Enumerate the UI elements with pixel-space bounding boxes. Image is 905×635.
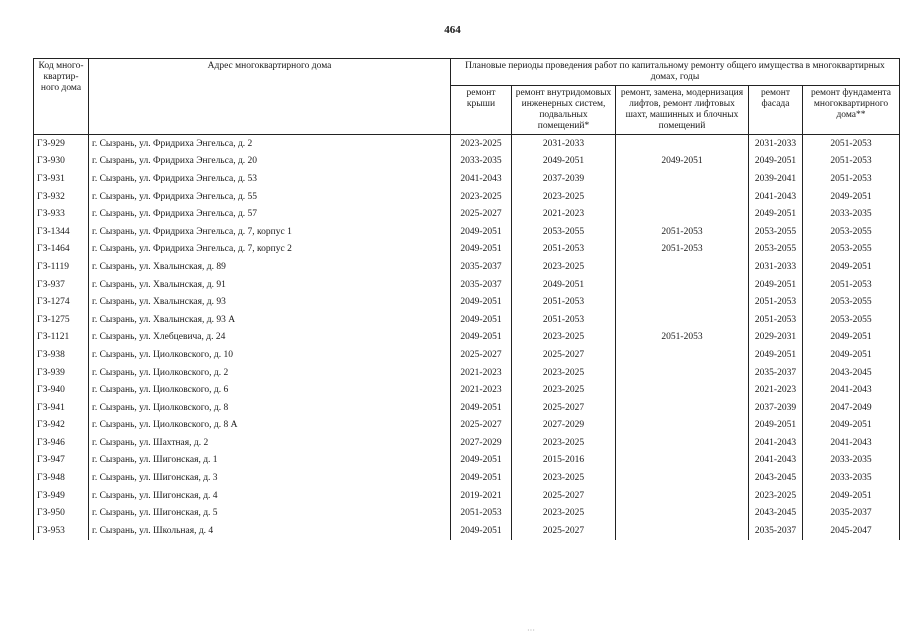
cell-foundation: 2033-2035 [803,452,900,470]
cell-engineering: 2023-2025 [512,329,616,347]
cell-roof: 2035-2037 [451,258,512,276]
cell-foundation: 2049-2051 [803,329,900,347]
cell-address: г. Сызрань, ул. Шигонская, д. 3 [89,469,451,487]
cell-address: г. Сызрань, ул. Хлебцевича, д. 24 [89,329,451,347]
cell-facade: 2053-2055 [749,223,803,241]
table-row [34,153,900,171]
cell-code: ГЗ-1464 [34,241,89,259]
cell-foundation: 2049-2051 [803,487,900,505]
cell-code: ГЗ-930 [34,153,89,171]
cell-code: ГЗ-948 [34,469,89,487]
header-facade: ремонт фасада [749,86,803,135]
cell-address: г. Сызрань, ул. Циолковского, д. 8 [89,399,451,417]
cell-engineering: 2051-2053 [512,293,616,311]
cell-address: г. Сызрань, ул. Хвалынская, д. 93 [89,293,451,311]
cell-foundation: 2043-2045 [803,364,900,382]
cell-engineering: 2027-2029 [512,417,616,435]
cell-address: г. Сызрань, ул. Хвалынская, д. 93 А [89,311,451,329]
table-row [34,188,900,206]
cell-elevators [616,487,749,505]
cell-facade: 2031-2033 [749,258,803,276]
cell-code: ГЗ-1344 [34,223,89,241]
cell-elevators [616,293,749,311]
table-row [34,381,900,399]
cell-code: ГЗ-1275 [34,311,89,329]
cell-address: г. Сызрань, ул. Фридриха Энгельса, д. 53 [89,170,451,188]
table-row [34,469,900,487]
cell-engineering: 2021-2023 [512,205,616,223]
cell-elevators: 2051-2053 [616,241,749,259]
cell-roof: 2035-2037 [451,276,512,294]
cell-facade: 2039-2041 [749,170,803,188]
table-body [34,135,900,540]
cell-address: г. Сызрань, ул. Шигонская, д. 1 [89,452,451,470]
cell-engineering: 2053-2055 [512,223,616,241]
cell-engineering: 2049-2051 [512,153,616,171]
cell-engineering: 2023-2025 [512,469,616,487]
cell-code: ГЗ-931 [34,170,89,188]
cell-code: ГЗ-941 [34,399,89,417]
cell-foundation: 2045-2047 [803,522,900,540]
cell-roof: 2051-2053 [451,504,512,522]
cell-address: г. Сызрань, ул. Фридриха Энгельса, д. 7, корпус 2 [89,241,451,259]
cell-address: г. Сызрань, ул. Шигонская, д. 5 [89,504,451,522]
cell-foundation: 2041-2043 [803,434,900,452]
cell-engineering: 2023-2025 [512,504,616,522]
cell-facade: 2037-2039 [749,399,803,417]
page-number: 464 [444,24,461,36]
cell-roof: 2023-2025 [451,188,512,206]
table-row [34,452,900,470]
cell-roof: 2025-2027 [451,205,512,223]
cell-elevators [616,434,749,452]
table-row [34,311,900,329]
cell-elevators: 2049-2051 [616,153,749,171]
cell-elevators [616,135,749,153]
cell-code: ГЗ-932 [34,188,89,206]
cell-engineering: 2015-2016 [512,452,616,470]
cell-engineering: 2025-2027 [512,346,616,364]
cell-facade: 2043-2045 [749,504,803,522]
cell-facade: 2029-2031 [749,329,803,347]
cell-code: ГЗ-942 [34,417,89,435]
cell-foundation: 2053-2055 [803,311,900,329]
cell-address: г. Сызрань, ул. Фридриха Энгельса, д. 55 [89,188,451,206]
cell-elevators [616,522,749,540]
cell-code: ГЗ-946 [34,434,89,452]
cell-foundation: 2051-2053 [803,170,900,188]
cell-elevators: 2051-2053 [616,329,749,347]
cell-address: г. Сызрань, ул. Циолковского, д. 10 [89,346,451,364]
cell-code: ГЗ-937 [34,276,89,294]
cell-address: г. Сызрань, ул. Хвалынская, д. 91 [89,276,451,294]
cell-roof: 2049-2051 [451,522,512,540]
table-row [34,504,900,522]
cell-facade: 2041-2043 [749,434,803,452]
cell-foundation: 2033-2035 [803,205,900,223]
cell-roof: 2033-2035 [451,153,512,171]
cell-elevators [616,399,749,417]
cell-facade: 2051-2053 [749,293,803,311]
cell-roof: 2021-2023 [451,364,512,382]
cell-address: г. Сызрань, ул. Фридриха Энгельса, д. 7, корпус 1 [89,223,451,241]
cell-code: ГЗ-933 [34,205,89,223]
cell-address: г. Сызрань, ул. Циолковского, д. 8 А [89,417,451,435]
cell-foundation: 2049-2051 [803,188,900,206]
cell-facade: 2049-2051 [749,276,803,294]
cell-foundation: 2049-2051 [803,417,900,435]
cell-elevators: 2051-2053 [616,223,749,241]
cell-foundation: 2051-2053 [803,276,900,294]
cell-elevators [616,364,749,382]
table-row [34,276,900,294]
cell-code: ГЗ-938 [34,346,89,364]
cell-facade: 2041-2043 [749,188,803,206]
cell-elevators [616,346,749,364]
cell-code: ГЗ-929 [34,135,89,153]
table-row [34,170,900,188]
header-periods: Плановые периоды проведения работ по капитальному ремонту общего имущества в многоквартирных домах, годы [451,59,900,86]
cell-foundation: 2053-2055 [803,293,900,311]
cell-engineering: 2031-2033 [512,135,616,153]
cell-roof: 2049-2051 [451,329,512,347]
table-row [34,434,900,452]
cell-elevators [616,205,749,223]
table-row [34,364,900,382]
cell-address: г. Сызрань, ул. Шахтная, д. 2 [89,434,451,452]
capital-repair-table [33,58,900,540]
cell-code: ГЗ-1121 [34,329,89,347]
cell-address: г. Сызрань, ул. Фридриха Энгельса, д. 20 [89,153,451,171]
cell-foundation: 2035-2037 [803,504,900,522]
cell-roof: 2019-2021 [451,487,512,505]
cell-code: ГЗ-947 [34,452,89,470]
header-code: Код много-квартир-ного дома [34,59,89,135]
table-header [34,59,900,135]
cell-code: ГЗ-1274 [34,293,89,311]
cell-roof: 2049-2051 [451,293,512,311]
cell-roof: 2049-2051 [451,399,512,417]
cell-elevators [616,381,749,399]
cell-elevators [616,469,749,487]
cell-code: ГЗ-953 [34,522,89,540]
cell-roof: 2049-2051 [451,223,512,241]
cell-engineering: 2023-2025 [512,434,616,452]
cell-facade: 2049-2051 [749,346,803,364]
cell-code: ГЗ-939 [34,364,89,382]
cell-address: г. Сызрань, ул. Фридриха Энгельса, д. 57 [89,205,451,223]
header-roof: ремонт крыши [451,86,512,135]
cell-facade: 2021-2023 [749,381,803,399]
table-row [34,487,900,505]
table-row [34,223,900,241]
cell-engineering: 2051-2053 [512,241,616,259]
cell-foundation: 2041-2043 [803,381,900,399]
cell-foundation: 2047-2049 [803,399,900,417]
cell-roof: 2049-2051 [451,469,512,487]
cell-engineering: 2049-2051 [512,276,616,294]
table-row [34,346,900,364]
table-row [34,258,900,276]
cell-foundation: 2049-2051 [803,346,900,364]
cell-elevators [616,258,749,276]
cell-code: ГЗ-1119 [34,258,89,276]
cell-foundation: 2049-2051 [803,258,900,276]
scan-speck: ··· [527,626,535,635]
header-elevators: ремонт, замена, модернизация лифтов, ремонт лифтовых шахт, машинных и блочных помещений [616,86,749,135]
cell-code: ГЗ-949 [34,487,89,505]
cell-roof: 2049-2051 [451,241,512,259]
cell-elevators [616,276,749,294]
cell-address: г. Сызрань, ул. Циолковского, д. 2 [89,364,451,382]
cell-facade: 2053-2055 [749,241,803,259]
table-row [34,329,900,347]
cell-facade: 2049-2051 [749,205,803,223]
cell-elevators [616,311,749,329]
cell-facade: 2049-2051 [749,417,803,435]
cell-foundation: 2051-2053 [803,135,900,153]
table-row [34,135,900,153]
cell-engineering: 2025-2027 [512,487,616,505]
cell-roof: 2025-2027 [451,417,512,435]
table-row [34,241,900,259]
table-row [34,522,900,540]
cell-facade: 2023-2025 [749,487,803,505]
cell-elevators [616,417,749,435]
cell-elevators [616,188,749,206]
cell-roof: 2049-2051 [451,311,512,329]
cell-facade: 2051-2053 [749,311,803,329]
cell-foundation: 2033-2035 [803,469,900,487]
cell-engineering: 2023-2025 [512,258,616,276]
cell-elevators [616,452,749,470]
cell-facade: 2049-2051 [749,153,803,171]
cell-code: ГЗ-950 [34,504,89,522]
cell-engineering: 2025-2027 [512,399,616,417]
cell-roof: 2025-2027 [451,346,512,364]
header-foundation: ремонт фундамента многоквартирного дома** [803,86,900,135]
cell-code: ГЗ-940 [34,381,89,399]
cell-engineering: 2051-2053 [512,311,616,329]
cell-engineering: 2023-2025 [512,381,616,399]
cell-facade: 2043-2045 [749,469,803,487]
header-address: Адрес многоквартирного дома [89,59,451,135]
cell-roof: 2021-2023 [451,381,512,399]
cell-facade: 2041-2043 [749,452,803,470]
cell-foundation: 2053-2055 [803,223,900,241]
table-row [34,293,900,311]
cell-elevators [616,504,749,522]
cell-engineering: 2037-2039 [512,170,616,188]
cell-roof: 2027-2029 [451,434,512,452]
cell-facade: 2035-2037 [749,522,803,540]
cell-roof: 2041-2043 [451,170,512,188]
header-engineering: ремонт внутридомовых инженерных систем, подвальных помещений* [512,86,616,135]
cell-facade: 2031-2033 [749,135,803,153]
cell-engineering: 2023-2025 [512,364,616,382]
cell-elevators [616,170,749,188]
cell-address: г. Сызрань, ул. Шигонская, д. 4 [89,487,451,505]
table-row [34,417,900,435]
cell-address: г. Сызрань, ул. Хвалынская, д. 89 [89,258,451,276]
cell-roof: 2049-2051 [451,452,512,470]
table-row [34,205,900,223]
cell-address: г. Сызрань, ул. Школьная, д. 4 [89,522,451,540]
cell-roof: 2023-2025 [451,135,512,153]
cell-engineering: 2023-2025 [512,188,616,206]
table-row [34,399,900,417]
cell-foundation: 2053-2055 [803,241,900,259]
cell-foundation: 2051-2053 [803,153,900,171]
cell-engineering: 2025-2027 [512,522,616,540]
cell-address: г. Сызрань, ул. Циолковского, д. 6 [89,381,451,399]
cell-address: г. Сызрань, ул. Фридриха Энгельса, д. 2 [89,135,451,153]
cell-facade: 2035-2037 [749,364,803,382]
